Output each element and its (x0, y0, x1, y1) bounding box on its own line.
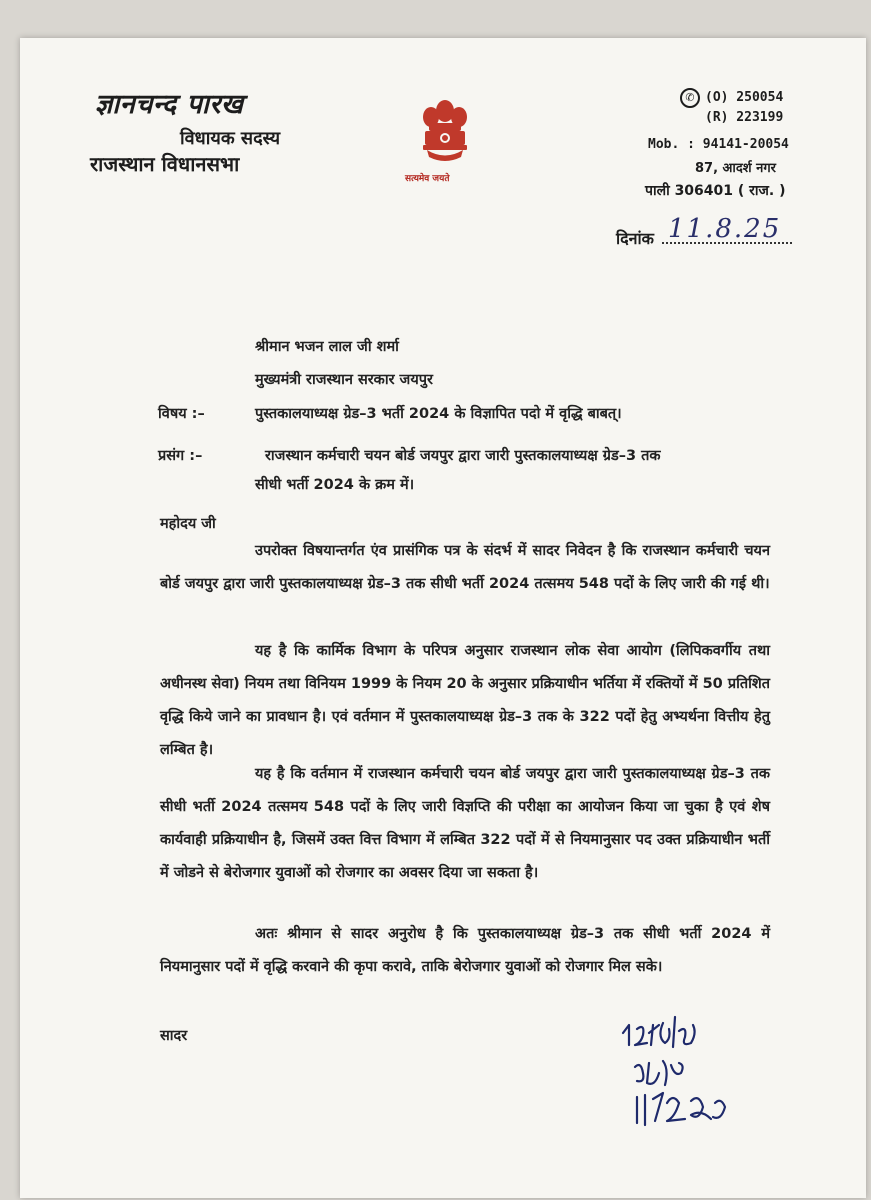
handwritten-signature (615, 1003, 755, 1143)
emblem-motto: सत्यमेव जयते (405, 174, 450, 184)
subject-label: विषय :– (158, 406, 205, 422)
sender-assembly: राजस्थान विधानसभा (90, 152, 240, 176)
reference-label: प्रसंग :– (158, 448, 203, 464)
subject-text: पुस्तकालयाध्यक्ष ग्रेड–3 भर्ती 2024 के विज्ञापित पदो में वृद्धि बाबत्। (255, 406, 622, 422)
paragraph-2: यह है कि कार्मिक विभाग के परिपत्र अनुसार राजस्थान लोक सेवा आयोग (लिपिकवर्गीय तथा अधीनस्थ सेवा) नियम तथा विनियम 1999 के नियम 20 के अनुसार प्रक्रियाधीन भर्तिया में रक्तियों में 50 प्रतिशित वृद्धि किये जाने का प्रावधान है। एवं वर्तमान में पुस्तकालयाध्यक्ष ग्रेड–3 तक के 322 पदों हेतु अभ्यर्थना वित्तीय हेतु लम्बित है। (160, 643, 770, 758)
sender-name: ज्ञानचन्द पारख (95, 89, 244, 120)
letter-page (20, 38, 866, 1198)
paragraph-4: अतः श्रीमान से सादर अनुरोध है कि पुस्तकालयाध्यक्ष ग्रेड–3 तक सीधी भर्ती 2024 में नियमानुसार पदों में वृद्धि करवाने की कृपा करावे, ताकि बेरोजगार युवाओं को रोजगार मिल सके। (160, 926, 770, 975)
recipient-name: श्रीमान भजन लाल जी शर्मा (255, 339, 399, 355)
city-line: पाली 306401 ( राज. ) (645, 183, 786, 199)
office-phone: (O) 250054 (705, 90, 784, 105)
date-underline (662, 242, 792, 244)
sender-role: विधायक सदस्य (180, 128, 281, 149)
reference-line-2: सीधी भर्ती 2024 के क्रम में। (255, 477, 415, 493)
phone-icon: ✆ (680, 88, 700, 108)
reference-line-1: राजस्थान कर्मचारी चयन बोर्ड जयपुर द्वारा जारी पुस्तकालयाध्यक्ष ग्रेड–3 तक (265, 448, 661, 464)
recipient-title: मुख्यमंत्री राजस्थान सरकार जयपुर (255, 372, 433, 388)
residence-phone: (R) 223199 (705, 110, 784, 125)
address-line: 87, आदर्श नगर (695, 161, 776, 176)
paragraph-3: यह है कि वर्तमान में राजस्थान कर्मचारी चयन बोर्ड जयपुर द्वारा जारी पुस्तकालयाध्यक्ष ग्रेड–3 तक सीधी भर्ती 2024 तत्समय 548 पदों के लिए जारी विज्ञप्ति की परीक्षा का आयोजन किया जा चुका है एवं शेष कार्यवाही प्रक्रियाधीन है, जिसमें उक्त वित्त विभाग में लम्बित 322 पदों में से नियमानुसार पद उक्त प्रक्रियाधीन भर्ती में जोडने से बेरोजगार युवाओं को रोजगार का अवसर दिया जा सकता है। (160, 766, 770, 881)
date-value: 11.8.25 (668, 214, 782, 244)
paragraph-1: उपरोक्त विषयान्तर्गत एंव प्रासंगिक पत्र के संदर्भ में सादर निवेदन है कि राजस्थान कर्मचारी चयन बोर्ड जयपुर द्वारा जारी पुस्तकालयाध्यक्ष ग्रेड–3 तक सीधी भर्ती 2024 तत्समय 548 पदों के लिए जारी की गई थी। (160, 543, 770, 592)
date-label: दिनांक (616, 229, 654, 248)
closing: सादर (160, 1028, 188, 1044)
salutation: महोदय जी (160, 516, 216, 532)
mobile-number: Mob. : 94141-20054 (648, 137, 789, 152)
